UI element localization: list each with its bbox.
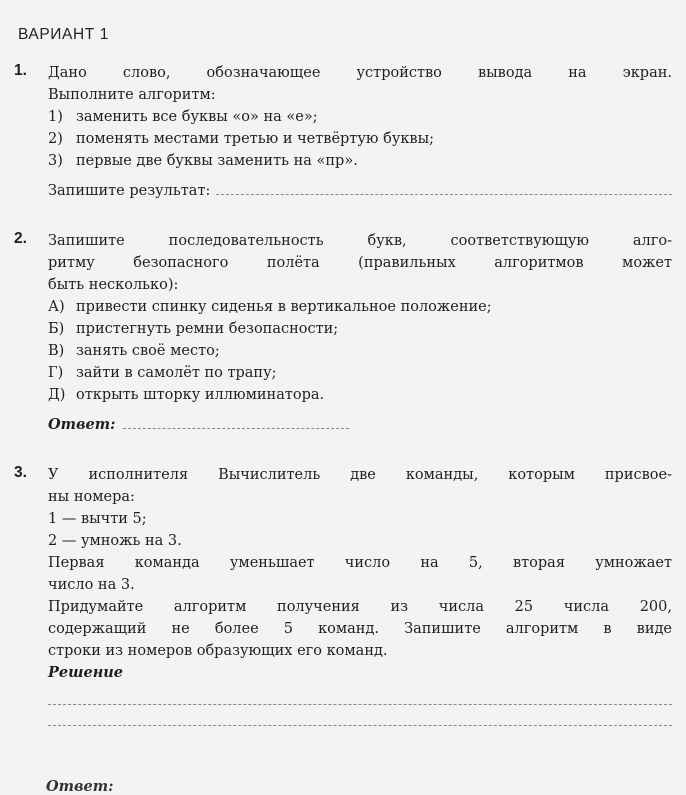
answer-line[interactable] — [123, 414, 349, 429]
option-item — [48, 362, 672, 384]
option-label: А) — [48, 299, 65, 315]
step-text: поменять местами третью и четвёртую буквы; — [76, 131, 435, 147]
step-label: 3) — [48, 153, 63, 169]
task-intro: ны номера: — [48, 489, 135, 505]
algorithm-step — [48, 128, 672, 150]
option-label: В) — [48, 343, 65, 359]
command-2: 2 — умножь на 3. — [48, 533, 182, 549]
algorithm-step — [48, 106, 672, 128]
answer-label: Ответ: — [48, 416, 116, 433]
task-intro: У исполнителя Вычислитель две команды, которым присвое- — [48, 467, 672, 483]
option-item — [48, 318, 672, 340]
step-text: первые две буквы заменить на «пр». — [76, 153, 358, 169]
solution-line[interactable] — [48, 705, 672, 726]
option-text: открыть шторку иллюминатора. — [76, 387, 325, 403]
task-body — [48, 230, 672, 436]
option-label: Г) — [48, 365, 64, 381]
command-1: 1 — вычти 5; — [48, 511, 147, 527]
task-statement: строки из номеров образующих его команд. — [48, 643, 388, 659]
variant-title: ВАРИАНТ 1 — [18, 26, 109, 43]
task-description: Первая команда уменьшает число на 5, вторая умножает — [48, 555, 672, 571]
task-intro: Дано слово, обозначающее устройство вывода на экран. — [48, 65, 672, 81]
task-statement: Придумайте алгоритм получения из числа 25 числа 200, — [48, 599, 672, 615]
option-label: Д) — [48, 387, 66, 403]
algorithm-step — [48, 150, 672, 172]
option-text: пристегнуть ремни безопасности; — [76, 321, 339, 337]
task-intro: Выполните алгоритм: — [48, 87, 216, 103]
result-row — [48, 180, 672, 202]
option-label: Б) — [48, 321, 65, 337]
task-description: число на 3. — [48, 577, 135, 593]
solution-line[interactable] — [48, 684, 672, 705]
task-body — [48, 62, 672, 202]
task-number: 1. — [14, 62, 27, 79]
solution-label: Решение — [48, 664, 124, 681]
answer-label-partial: Ответ: — [46, 778, 114, 795]
task-number: 2. — [14, 230, 27, 247]
task-intro: быть несколько): — [48, 277, 179, 293]
option-item — [48, 340, 672, 362]
step-label: 2) — [48, 131, 63, 147]
task-intro: Запишите последовательность букв, соответствующую алго- — [48, 233, 672, 249]
task-statement: содержащий не более 5 команд. Запишите алгоритм в виде — [48, 621, 672, 637]
option-text: зайти в самолёт по трапу; — [76, 365, 277, 381]
task-body — [48, 464, 672, 726]
task-number: 3. — [14, 464, 27, 481]
result-answer-line[interactable] — [216, 180, 672, 195]
result-label: Запишите результат: — [48, 183, 211, 199]
option-text: привести спинку сиденья в вертикальное положение; — [76, 299, 492, 315]
step-text: заменить все буквы «о» на «е»; — [76, 109, 318, 125]
step-label: 1) — [48, 109, 63, 125]
answer-row — [48, 414, 672, 436]
option-text: занять своё место; — [76, 343, 220, 359]
option-item — [48, 384, 672, 406]
option-item — [48, 296, 672, 318]
task-intro: ритму безопасного полёта (правильных алгоритмов может — [48, 255, 672, 271]
